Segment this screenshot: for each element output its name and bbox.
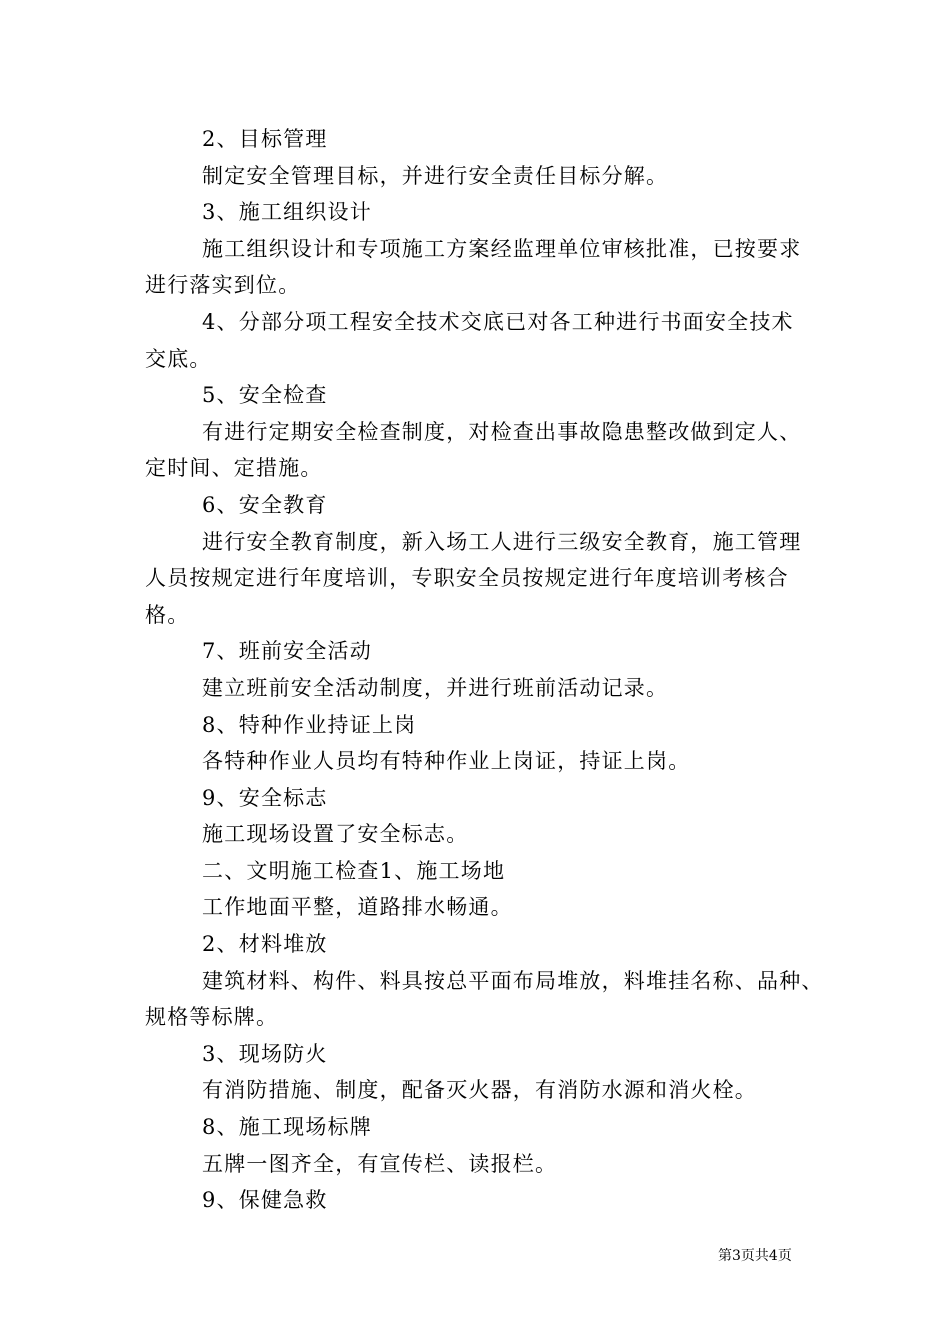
text-line: 二、文明施工检查1、施工场地 [202,858,506,883]
text-line: 建立班前安全活动制度，并进行班前活动记录。 [202,675,669,700]
text-line: 进行安全教育制度，新入场工人进行三级安全教育，施工管理 [202,529,802,554]
text-line: 定时间、定措施。 [145,456,323,481]
text-line: 8、施工现场标牌 [202,1115,372,1140]
text-line: 施工组织设计和专项施工方案经监理单位审核批准，已按要求 [202,236,802,261]
text-line: 人员按规定进行年度培训，专职安全员按规定进行年度培训考核合 [145,566,789,591]
text-line: 2、目标管理 [202,127,328,151]
text-line: 施工现场设置了安全标志。 [202,822,469,847]
text-line: 交底。 [145,346,212,371]
text-line: 3、施工组织设计 [202,200,372,225]
text-line: 建筑材料、构件、料具按总平面布局堆放，料堆挂名称、品种、 [202,968,824,993]
page-number: 第3页共4页 [718,1248,792,1264]
text-line: 五牌一图齐全，有宣传栏、读报栏。 [202,1151,558,1176]
text-line: 4、分部分项工程安全技术交底已对各工种进行书面安全技术 [202,309,794,334]
text-line: 6、安全教育 [202,492,328,517]
text-line: 格。 [145,602,190,627]
text-line: 有进行定期安全检查制度，对检查出事故隐患整改做到定人、 [202,419,802,444]
text-line: 3、现场防火 [202,1041,328,1066]
text-line: 9、安全标志 [202,785,328,810]
text-line: 8、特种作业持证上岗 [202,712,417,737]
text-line: 进行落实到位。 [145,273,301,298]
text-line: 7、班前安全活动 [202,639,372,664]
text-line: 各特种作业人员均有特种作业上岗证，持证上岗。 [202,749,691,774]
text-line: 有消防措施、制度，配备灭火器，有消防水源和消火栓。 [202,1078,757,1103]
text-line: 9、保健急救 [202,1188,328,1213]
text-line: 规格等标牌。 [145,1005,279,1030]
document-body [145,121,825,1219]
text-line: 5、安全检查 [202,383,328,408]
text-line: 工作地面平整，道路排水畅通。 [202,895,513,920]
text-line: 2、材料堆放 [202,932,328,957]
text-line: 制定安全管理目标，并进行安全责任目标分解。 [202,163,669,188]
